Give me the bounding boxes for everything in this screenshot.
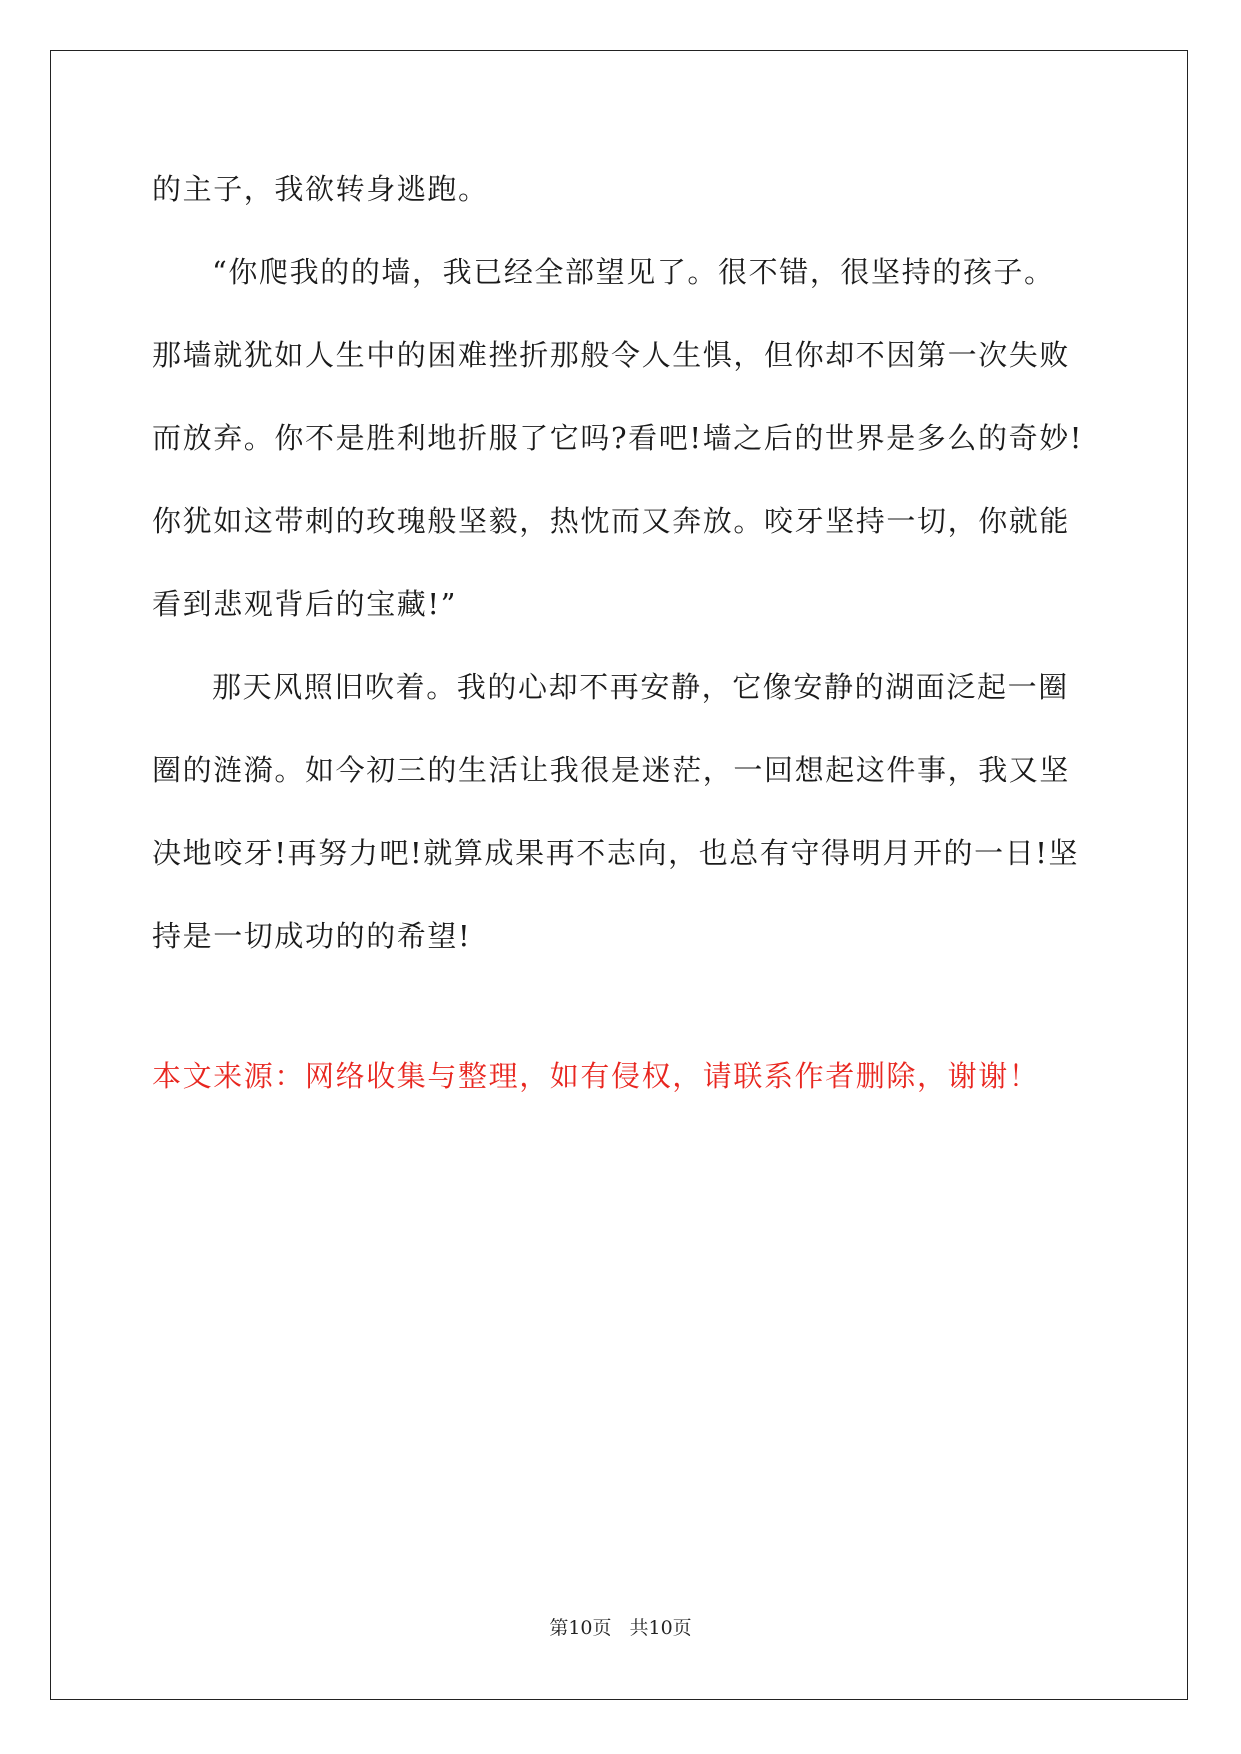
body-line: “你爬我的的墙，我已经全部望见了。很不错，很坚持的孩子。 [212, 255, 1055, 289]
page-total-label: 共10页 [629, 1617, 692, 1639]
body-line: 圈的涟漪。如今初三的生活让我很是迷茫，一回想起这件事，我又坚 [152, 753, 1071, 787]
page-footer [0, 1616, 1241, 1640]
body-line: 而放弃。你不是胜利地折服了它吗?看吧!墙之后的世界是多么的奇妙! [152, 421, 1084, 455]
body-line: 那天风照旧吹着。我的心却不再安静，它像安静的湖面泛起一圈 [212, 670, 1069, 704]
body-line: 持是一切成功的的希望! [152, 919, 472, 953]
body-line: 你犹如这带刺的玫瑰般坚毅，热忱而又奔放。咬牙坚持一切，你就能 [152, 504, 1071, 538]
body-line: 的主子，我欲转身逃跑。 [152, 172, 489, 206]
body-line: 看到悲观背后的宝藏!” [152, 587, 458, 621]
source-note: 本文来源：网络收集与整理，如有侵权，请联系作者删除，谢谢！ [152, 1059, 1040, 1093]
body-line: 决地咬牙!再努力吧!就算成果再不志向，也总有守得明月开的一日!坚 [152, 836, 1080, 870]
page-number-label: 第10页 [549, 1617, 612, 1639]
page-frame [50, 50, 1188, 1700]
body-line: 那墙就犹如人生中的困难挫折那般令人生惧，但你却不因第一次失败 [152, 338, 1071, 372]
